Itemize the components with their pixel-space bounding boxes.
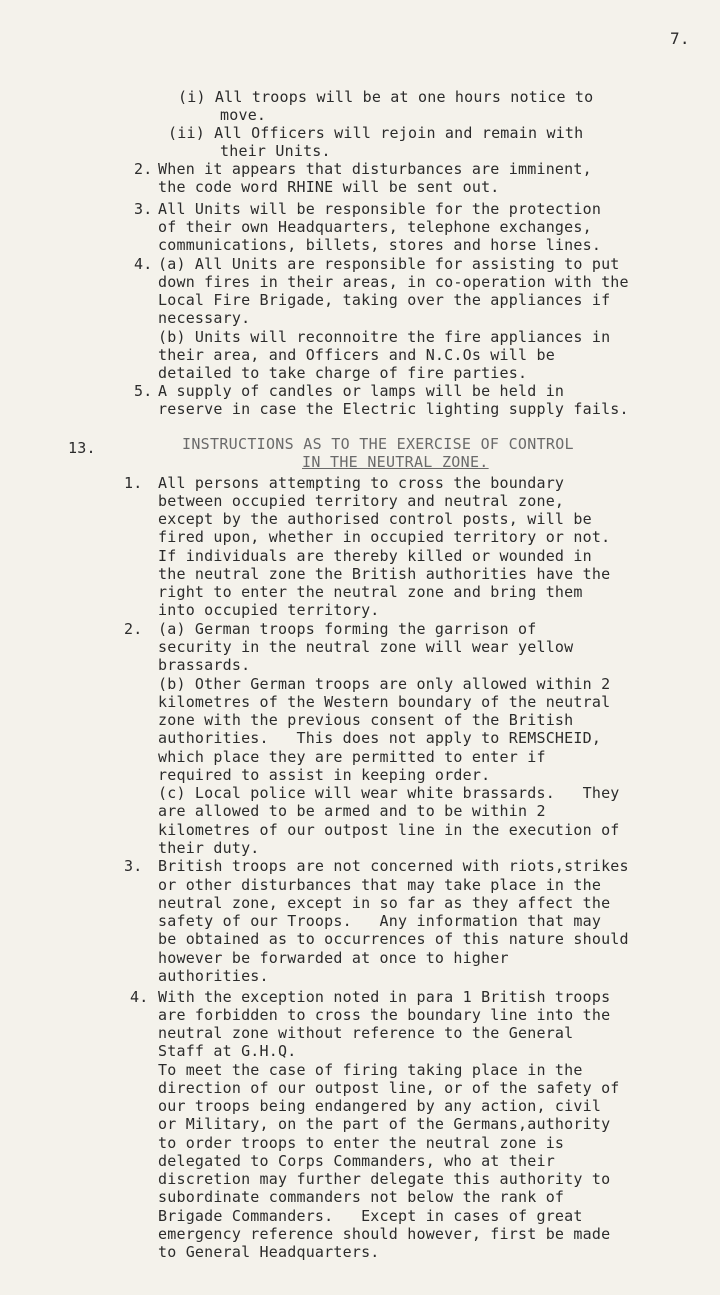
text-line: When it appears that disturbances are imminent,: [158, 160, 592, 178]
text-line: reserve in case the Electric lighting supply fails.: [158, 400, 629, 418]
text-line: zone with the previous consent of the British: [158, 711, 574, 729]
text-line: the neutral zone the British authorities have the: [158, 565, 611, 583]
text-line: (i) All troops will be at one hours notice to: [178, 88, 594, 106]
text-line: or other disturbances that may take place in the: [158, 876, 602, 894]
text-line: discretion may further delegate this authority to: [158, 1170, 611, 1188]
text-line: emergency reference should however, first be made: [158, 1225, 611, 1243]
text-line: are forbidden to cross the boundary line into the: [158, 1006, 611, 1024]
text-line: All persons attempting to cross the boundary: [158, 474, 565, 492]
text-line: Staff at G.H.Q.: [158, 1042, 297, 1060]
text-line: If individuals are thereby killed or wounded in: [158, 547, 592, 565]
text-line: of their own Headquarters, telephone exchanges,: [158, 218, 592, 236]
text-line: neutral zone without reference to the General: [158, 1024, 574, 1042]
text-line: necessary.: [158, 309, 251, 327]
paragraph-number: 1.: [124, 474, 143, 492]
text-line: (b) Units will reconnoitre the fire appliances in: [158, 328, 611, 346]
text-line: (c) Local police will wear white brassards. They: [158, 784, 620, 802]
text-line: their Units.: [220, 142, 331, 160]
paragraph-number: 2.: [134, 160, 153, 178]
text-line: All Units will be responsible for the protection: [158, 200, 602, 218]
text-line: down fires in their areas, in co-operation with the: [158, 273, 629, 291]
text-line: between occupied territory and neutral zone,: [158, 492, 565, 510]
text-line: communications, billets, stores and horse lines.: [158, 236, 602, 254]
text-line: detailed to take charge of fire parties.: [158, 364, 528, 382]
text-line: right to enter the neutral zone and bring them: [158, 583, 583, 601]
text-line: move.: [220, 106, 267, 124]
text-line: kilometres of the Western boundary of the neutral: [158, 693, 611, 711]
paragraph-number: 3.: [134, 200, 153, 218]
text-line: To meet the case of firing taking place in the: [158, 1061, 583, 1079]
text-line: direction of our outpost line, or of the safety of: [158, 1079, 620, 1097]
text-line: fired upon, whether in occupied territory or not.: [158, 528, 611, 546]
section-heading-underlined: IN THE NEUTRAL ZONE.: [302, 453, 489, 471]
text-line: their area, and Officers and N.C.Os will be: [158, 346, 555, 364]
text-line: British troops are not concerned with riots,strikes: [158, 857, 629, 875]
text-line: (a) German troops forming the garrison of: [158, 620, 537, 638]
text-line: authorities. This does not apply to REMSCHEID,: [158, 729, 602, 747]
page-number: 7.: [670, 29, 690, 48]
text-line: or Military, on the part of the Germans,authority: [158, 1115, 611, 1133]
paragraph-number: 4.: [134, 255, 153, 273]
paragraph-number: 2.: [124, 620, 143, 638]
text-line: are allowed to be armed and to be within 2: [158, 802, 546, 820]
text-line: into occupied territory.: [158, 601, 380, 619]
text-line: kilometres of our outpost line in the execution of: [158, 821, 620, 839]
text-line: brassards.: [158, 656, 251, 674]
text-line: our troops being endangered by any action, civil: [158, 1097, 602, 1115]
section-heading: INSTRUCTIONS AS TO THE EXERCISE OF CONTROL: [182, 435, 574, 453]
text-line: A supply of candles or lamps will be held in: [158, 382, 565, 400]
text-line: Local Fire Brigade, taking over the appliances if: [158, 291, 611, 309]
text-line: Brigade Commanders. Except in cases of great: [158, 1207, 583, 1225]
text-line: which place they are permitted to enter if: [158, 748, 546, 766]
paragraph-number: 4.: [130, 988, 149, 1006]
text-line: subordinate commanders not below the rank of: [158, 1188, 565, 1206]
text-line: the code word RHINE will be sent out.: [158, 178, 500, 196]
text-line: however be forwarded at once to higher: [158, 949, 509, 967]
text-line: required to assist in keeping order.: [158, 766, 491, 784]
text-line: except by the authorised control posts, will be: [158, 510, 592, 528]
text-line: With the exception noted in para 1 British troops: [158, 988, 611, 1006]
text-line: (b) Other German troops are only allowed within 2: [158, 675, 611, 693]
text-line: safety of our Troops. Any information that may: [158, 912, 602, 930]
text-line: (ii) All Officers will rejoin and remain with: [168, 124, 584, 142]
text-line: their duty.: [158, 839, 260, 857]
text-line: (a) All Units are responsible for assisting to put: [158, 255, 620, 273]
text-line: delegated to Corps Commanders, who at their: [158, 1152, 555, 1170]
text-line: to General Headquarters.: [158, 1243, 380, 1261]
text-line: be obtained as to occurrences of this nature should: [158, 930, 629, 948]
text-line: authorities.: [158, 967, 269, 985]
section-number: 13.: [68, 439, 96, 457]
paragraph-number: 3.: [124, 857, 143, 875]
paragraph-number: 5.: [134, 382, 153, 400]
text-line: security in the neutral zone will wear yellow: [158, 638, 574, 656]
text-line: neutral zone, except in so far as they affect the: [158, 894, 611, 912]
text-line: to order troops to enter the neutral zone is: [158, 1134, 565, 1152]
